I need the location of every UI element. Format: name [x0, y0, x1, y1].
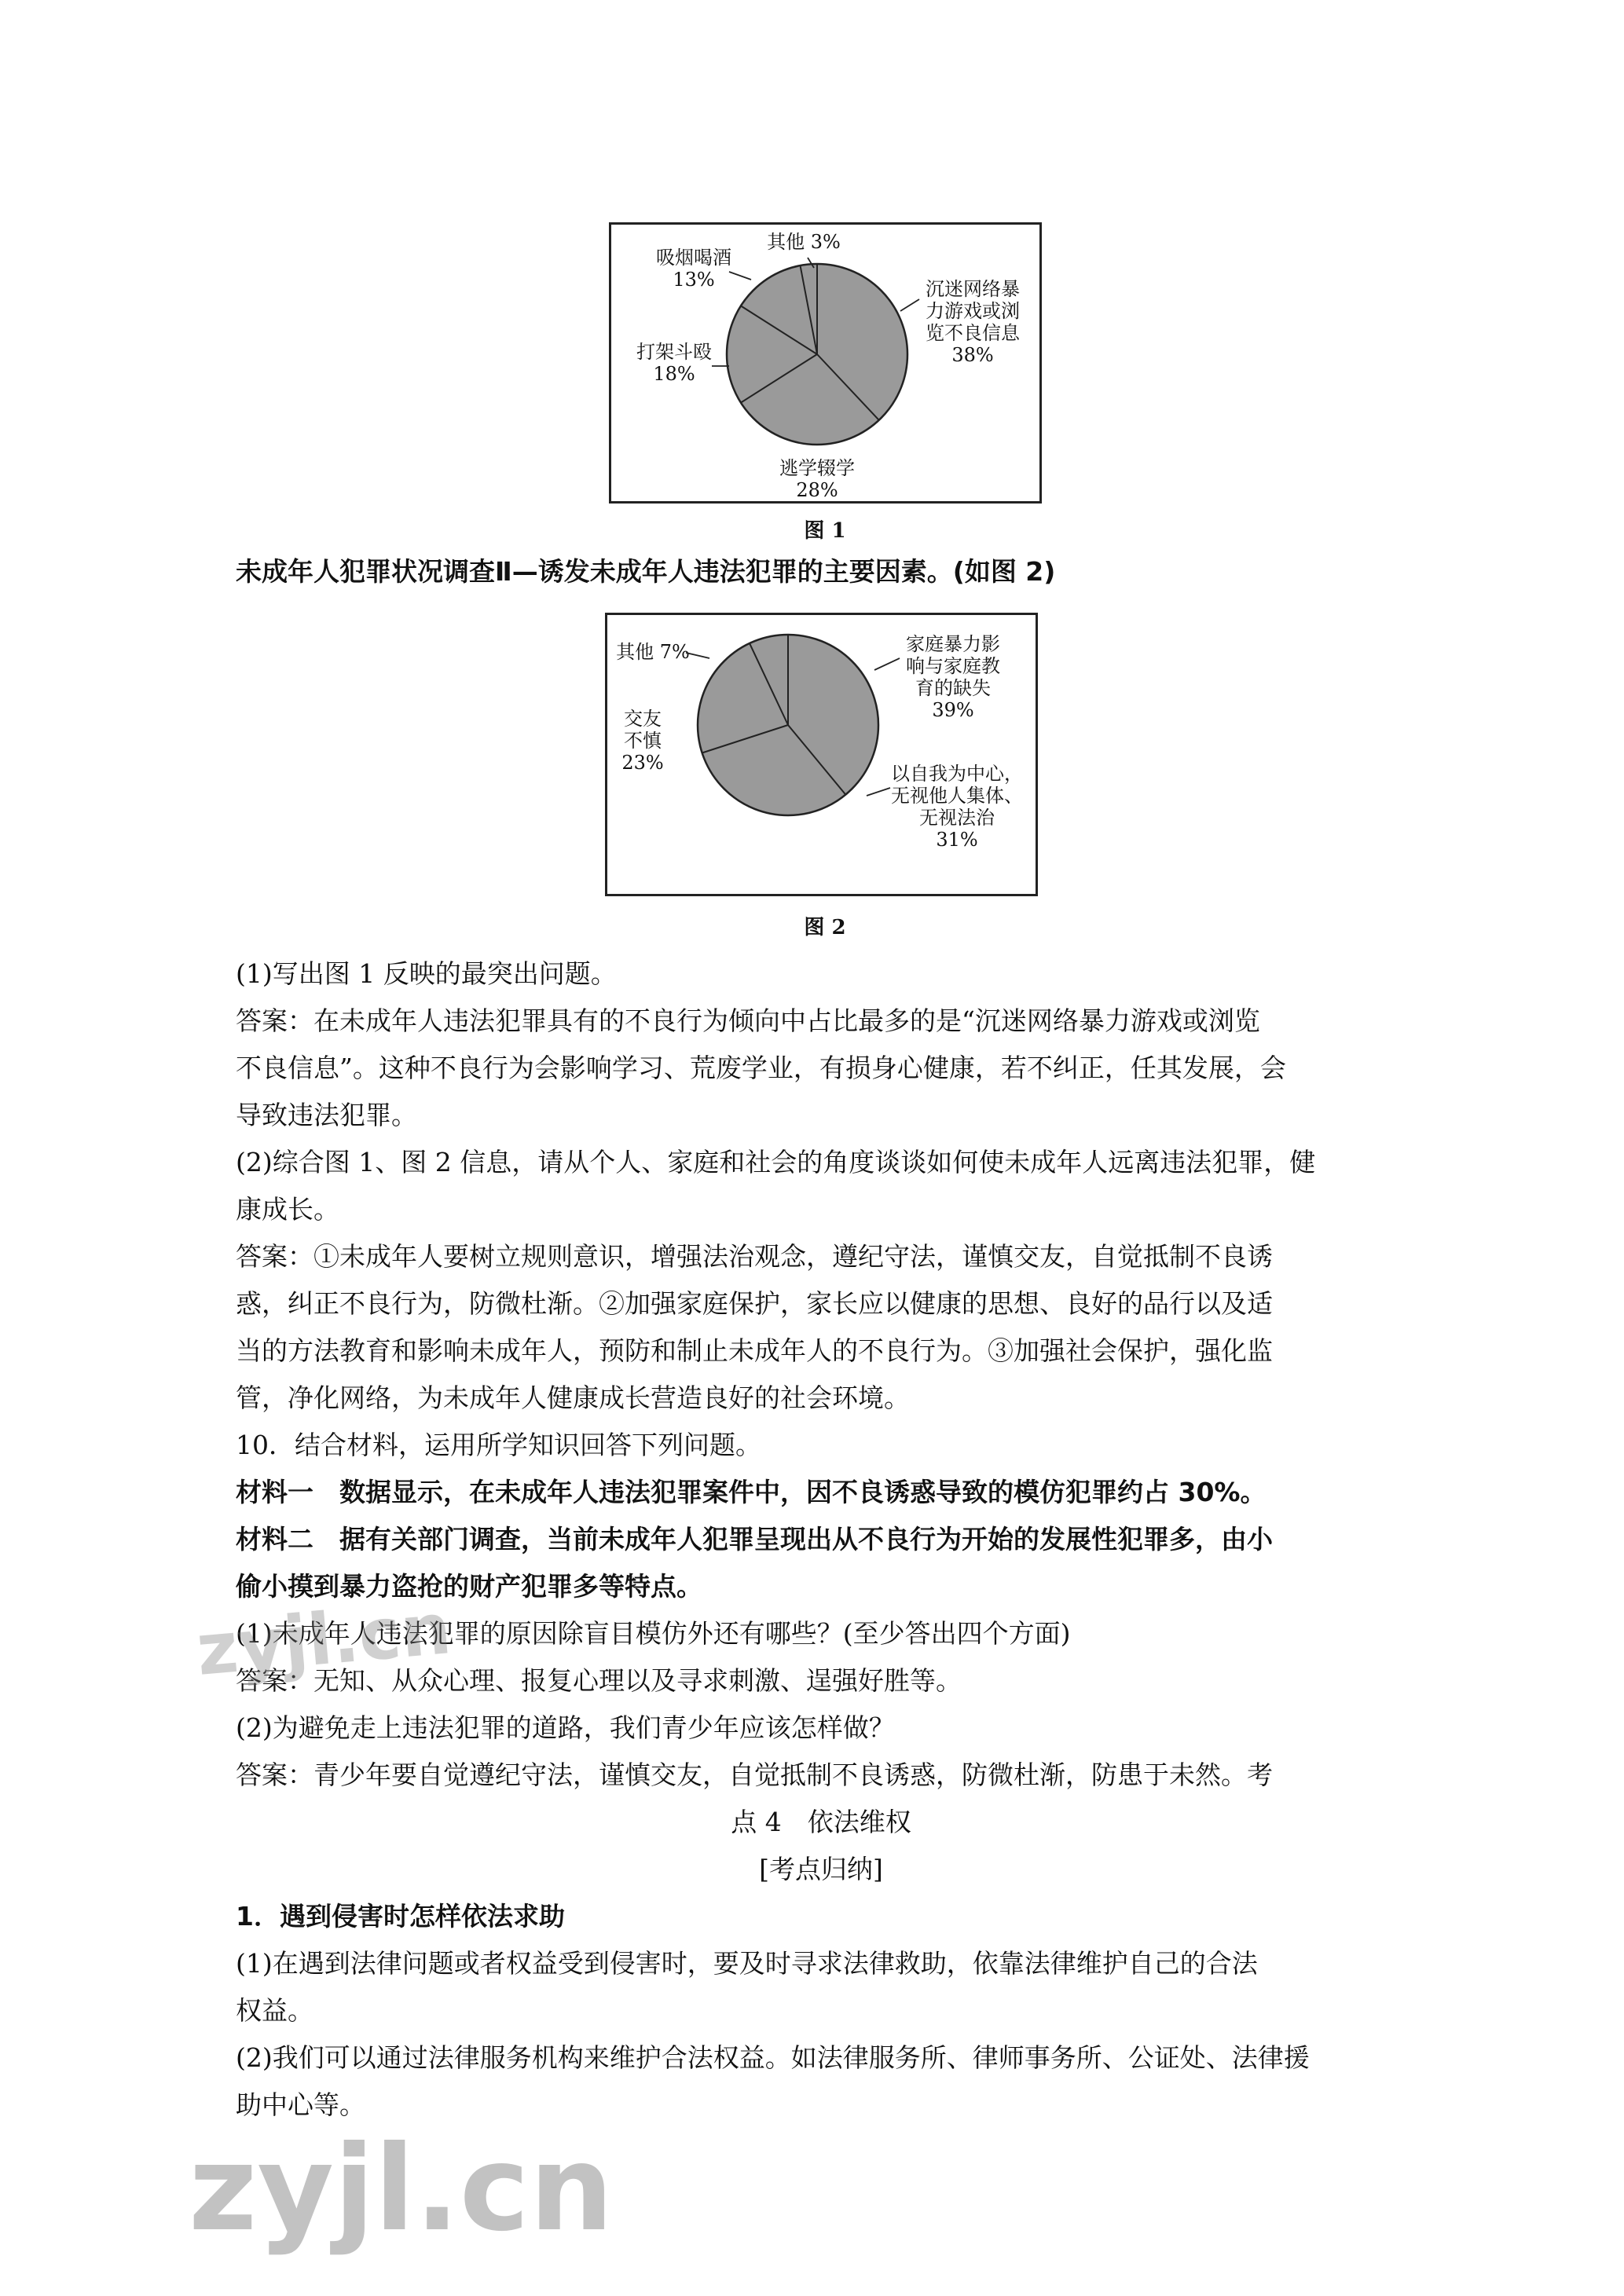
figure-1-caption: 图 1: [804, 519, 846, 543]
figure-2-label-line: 家庭暴力影: [906, 633, 1000, 655]
text-line: 10．结合材料，运用所学知识回答下列问题。: [236, 1430, 761, 1460]
figure-1-slice-label: [636, 341, 712, 385]
figure-1-leader-line: [900, 299, 919, 311]
text-line: 权益。: [236, 1995, 313, 2026]
text-line: 答案：青少年要自觉遵纪守法，谨慎交友，自觉抵制不良诱惑，防微杜渐，防患于未然。考: [236, 1760, 1273, 1790]
figure-2-label-line: 不慎: [624, 730, 662, 752]
figure-2-slice-label: [621, 708, 663, 774]
figure-2-label-line: 交友: [624, 708, 662, 730]
figure-2-leader-line: [874, 658, 900, 670]
figure-2-slice-label: [906, 633, 1000, 721]
section-title: 点 4 依法维权: [731, 1807, 911, 1837]
figure-2-label-line: 39%: [932, 699, 974, 721]
figure-2-pie: [607, 615, 1036, 894]
figure-2-label-line: 育的缺失: [915, 677, 991, 699]
text-line: (1)未成年人违法犯罪的原因除盲目模仿外还有哪些？(至少答出四个方面): [236, 1618, 1071, 1649]
figure-1-label-line: 28%: [796, 479, 838, 501]
figure-1-label-line: 吸烟喝酒: [656, 247, 731, 269]
text-line: 答案：①未成年人要树立规则意识，增强法治观念，遵纪守法，谨慎交友，自觉抵制不良诱: [236, 1241, 1273, 1272]
figure-1-slice-label: [779, 457, 855, 501]
text-line: (1)写出图 1 反映的最突出问题。: [236, 958, 617, 989]
figure-1-label-line: 力游戏或浏: [926, 300, 1020, 322]
figure-2-slice-label: [891, 763, 1023, 851]
figure-1-label-line: 38%: [951, 344, 994, 366]
figure-2-caption: 图 2: [804, 916, 846, 939]
text-line: (2)综合图 1、图 2 信息，请从个人、家庭和社会的角度谈谈如何使未成年人远离违法犯罪，健: [236, 1147, 1316, 1177]
figure-1-label-line: 逃学辍学: [779, 457, 855, 479]
figure-1-slice-label: [926, 278, 1021, 366]
figure-2-slice-label: [616, 641, 690, 663]
text-line: (2)我们可以通过法律服务机构来维护合法权益。如法律服务所、律师事务所、公证处、法律援: [236, 2042, 1310, 2073]
text-line: 不良信息”。这种不良行为会影响学习、荒废学业，有损身心健康，若不纠正，任其发展，会: [236, 1053, 1286, 1083]
watermark-bottom: zyjl.cn: [189, 2121, 614, 2258]
figure-2-label-line: 以自我为中心，: [891, 763, 1023, 785]
material-line: 偷小摸到暴力盗抢的财产犯罪多等特点。: [236, 1571, 702, 1602]
figure-2-label-line: 其他 7%: [616, 641, 690, 663]
figure-1-chart: [609, 222, 1042, 504]
figure-1-label-line: 13%: [673, 269, 715, 291]
figure-2-chart: [605, 613, 1038, 896]
figure-1-label-line: 打架斗殴: [636, 341, 712, 363]
text-line: (1)在遇到法律问题或者权益受到侵害时，要及时寻求法律救助，依靠法律维护自己的合法: [236, 1948, 1258, 1979]
figure-1-leader-line: [729, 272, 751, 280]
text-line: 惑，纠正不良行为，防微杜渐。②加强家庭保护，家长应以健康的思想、良好的品行以及适: [236, 1288, 1273, 1319]
figure-1-slice-label: [656, 247, 731, 291]
text-line: 康成长。: [236, 1194, 339, 1225]
text-line: (2)为避免走上违法犯罪的道路，我们青少年应该怎样做？: [236, 1712, 895, 1743]
figure-2-label-line: 31%: [936, 829, 978, 851]
text-line: 当的方法教育和影响未成年人，预防和制止未成年人的不良行为。③加强社会保护，强化监: [236, 1335, 1273, 1366]
figure-1-label-line: 览不良信息: [926, 322, 1020, 344]
figure-1-label-line: 18%: [653, 363, 695, 385]
material-line: 材料二 据有关部门调查，当前未成年人犯罪呈现出从不良行为开始的发展性犯罪多，由小: [236, 1524, 1273, 1554]
text-line: 答案：无知、从众心理、报复心理以及寻求刺激、逞强好胜等。: [236, 1665, 962, 1696]
figure-1-label-line: 沉迷网络暴: [926, 278, 1020, 300]
figure-1-slice-label: [767, 231, 841, 253]
text-line: 答案：在未成年人违法犯罪具有的不良行为倾向中占比最多的是“沉迷网络暴力游戏或浏览: [236, 1005, 1260, 1036]
figure-2-leader-line: [867, 788, 890, 796]
figure-2-label-line: 响与家庭教: [906, 655, 1000, 677]
material-line: 材料一 数据显示，在未成年人违法犯罪案件中，因不良诱惑导致的模仿犯罪约占 30%。: [236, 1477, 1267, 1507]
section-subtitle: [考点归纳]: [759, 1854, 883, 1884]
text-line: 助中心等。: [236, 2089, 365, 2120]
text-line: 管，净化网络，为未成年人健康成长营造良好的社会环境。: [236, 1382, 910, 1413]
figure-1-pie: [611, 225, 1039, 501]
figure-1-label-line: 其他 3%: [767, 231, 841, 253]
watermark-middle: zyjl.cn: [193, 1587, 455, 1692]
figure-2-label-line: 无视他人集体、: [891, 785, 1023, 807]
text-line: 导致违法犯罪。: [236, 1100, 417, 1130]
figure-2-label-line: 无视法治: [919, 807, 995, 829]
point-1-heading: 1．遇到侵害时怎样依法求助: [236, 1901, 565, 1932]
survey-2-heading: 未成年人犯罪状况调查Ⅱ—诱发未成年人违法犯罪的主要因素。(如图 2): [236, 556, 1056, 587]
figure-2-label-line: 23%: [621, 752, 664, 774]
